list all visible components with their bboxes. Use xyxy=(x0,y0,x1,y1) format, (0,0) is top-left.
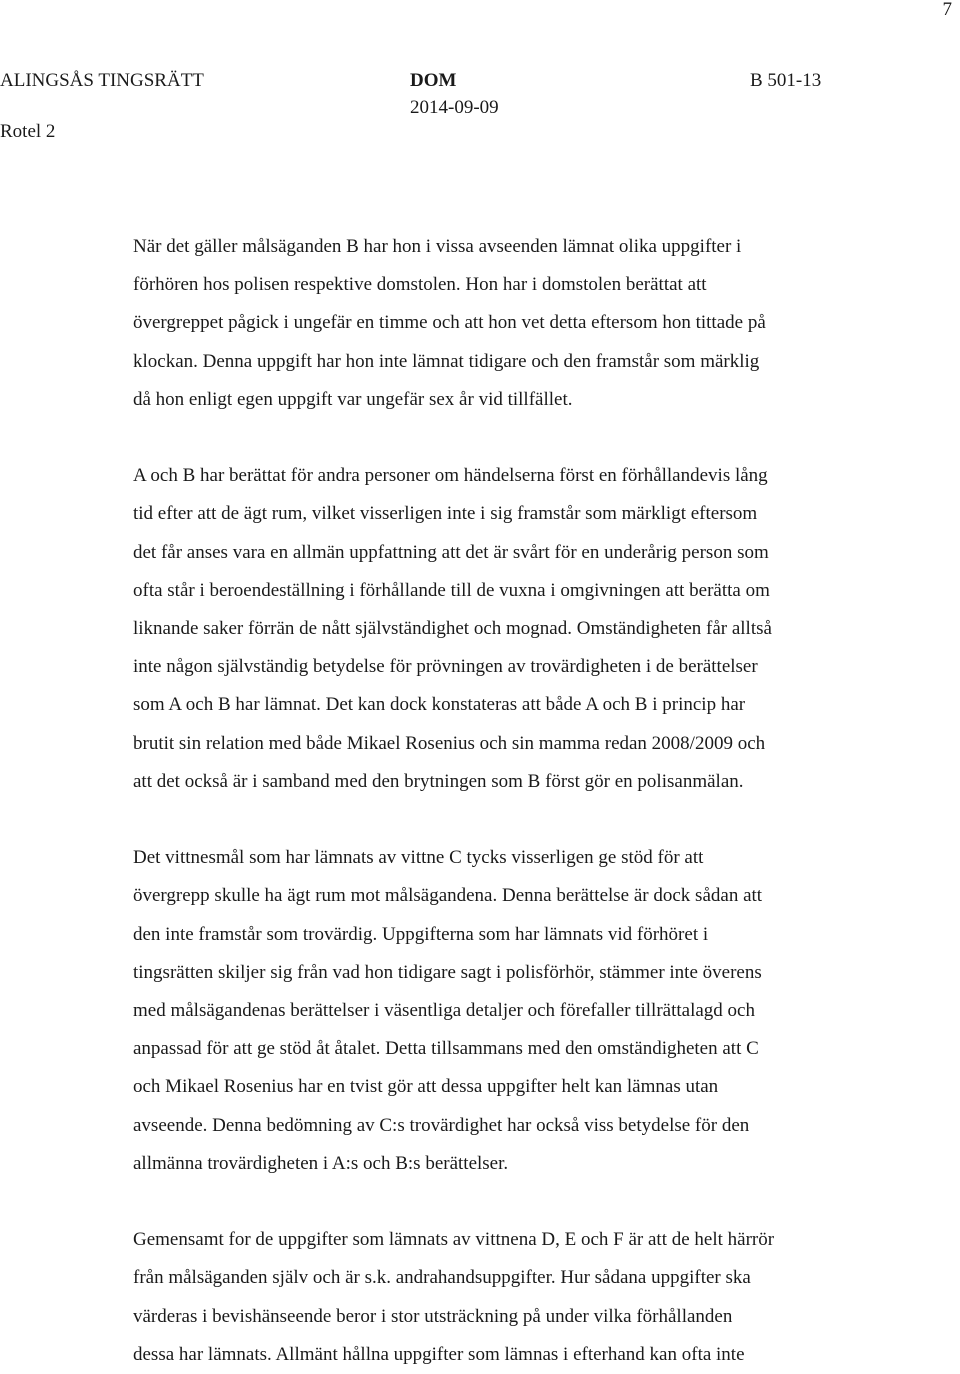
text-line: inte någon självständig betydelse för prövningen av trovärdigheten i de berättelser xyxy=(133,656,758,678)
text-line: klockan. Denna uppgift har hon inte lämnat tidigare och den framstår som märklig xyxy=(133,350,760,372)
document-date: 2014-09-09 xyxy=(410,97,499,118)
text-line: När det gäller målsäganden B har hon i vissa avseenden lämnat olika uppgifter i xyxy=(133,236,742,257)
page-number: 7 xyxy=(942,0,952,20)
text-line: tid efter att de ägt rum, vilket visserligen inte i sig framstår som märkligt eftersom xyxy=(133,503,758,525)
paragraph xyxy=(133,228,893,419)
text-line: allmänna trovärdigheten i A:s och B:s berättelser. xyxy=(133,1152,509,1174)
text-line: som A och B har lämnat. Det kan dock konstateras att både A och B i princip har xyxy=(133,694,746,716)
document-body xyxy=(133,228,893,1374)
text-line: det får anses vara en allmän uppfattning att det är svårt för en underårig person som xyxy=(133,541,769,563)
text-line: övergreppet pågick i ungefär en timme och att hon vet detta eftersom hon tittade på xyxy=(133,312,766,334)
paragraph xyxy=(133,839,893,1183)
paragraph xyxy=(133,457,893,801)
text-line: och Mikael Rosenius har en tvist gör att dessa uppgifter helt kan lämnas utan xyxy=(133,1076,719,1098)
text-line: A och B har berättat för andra personer om händelserna först en förhållandevis lång xyxy=(133,465,768,487)
text-line: då hon enligt egen uppgift var ungefär sex år vid tillfället. xyxy=(133,388,573,410)
text-line: tingsrätten skiljer sig från vad hon tidigare sagt i polisförhör, stämmer inte överens xyxy=(133,961,762,983)
text-line: Gemensamt for de uppgifter som lämnats av vittnena D, E och F är att de helt härrör xyxy=(133,1229,775,1251)
document-header xyxy=(0,70,960,150)
text-line: övergrepp skulle ha ägt rum mot målsägandena. Denna berättelse är dock sådan att xyxy=(133,885,763,907)
text-line: dessa har lämnats. Allmänt hållna uppgifter som lämnas i efterhand kan ofta inte xyxy=(133,1343,745,1365)
text-line: ofta står i beroendeställning i förhållande till de vuxna i omgivningen att berätta om xyxy=(133,579,770,601)
division-label: Rotel 2 xyxy=(0,121,56,142)
case-number: B 501-13 xyxy=(750,70,822,91)
text-line: med målsägandenas berättelser i väsentliga detaljer och förefaller tillrättalagd och xyxy=(133,1000,755,1022)
text-line: brutit sin relation med både Mikael Rosenius och sin mamma redan 2008/2009 och xyxy=(133,732,766,754)
paragraph xyxy=(133,1221,893,1374)
court-name: ALINGSÅS TINGSRÄTT xyxy=(0,70,204,91)
text-line: avseende. Denna bedömning av C:s trovärdighet har också viss betydelse för den xyxy=(133,1114,750,1136)
text-line: anpassad för att ge stöd åt åtalet. Detta tillsammans med den omständigheten att C xyxy=(133,1038,759,1060)
text-line: att det också är i samband med den brytningen som B först gör en polisanmälan. xyxy=(133,770,744,792)
text-line: liknande saker förrän de nått självständighet och mognad. Omständigheten får alltså xyxy=(133,618,772,640)
text-line: förhören hos polisen respektive domstolen. Hon har i domstolen berättat att xyxy=(133,274,707,296)
text-line: den inte framstår som trovärdig. Uppgifterna som har lämnats vid förhöret i xyxy=(133,923,709,945)
text-line: värderas i bevishänseende beror i stor utsträckning på under vilka förhållanden xyxy=(133,1305,733,1327)
text-line: från målsäganden själv och är s.k. andrahandsuppgifter. Hur sådana uppgifter ska xyxy=(133,1267,751,1289)
document-type: DOM xyxy=(410,70,457,91)
text-line: Det vittnesmål som har lämnats av vittne C tycks visserligen ge stöd för att xyxy=(133,847,704,869)
